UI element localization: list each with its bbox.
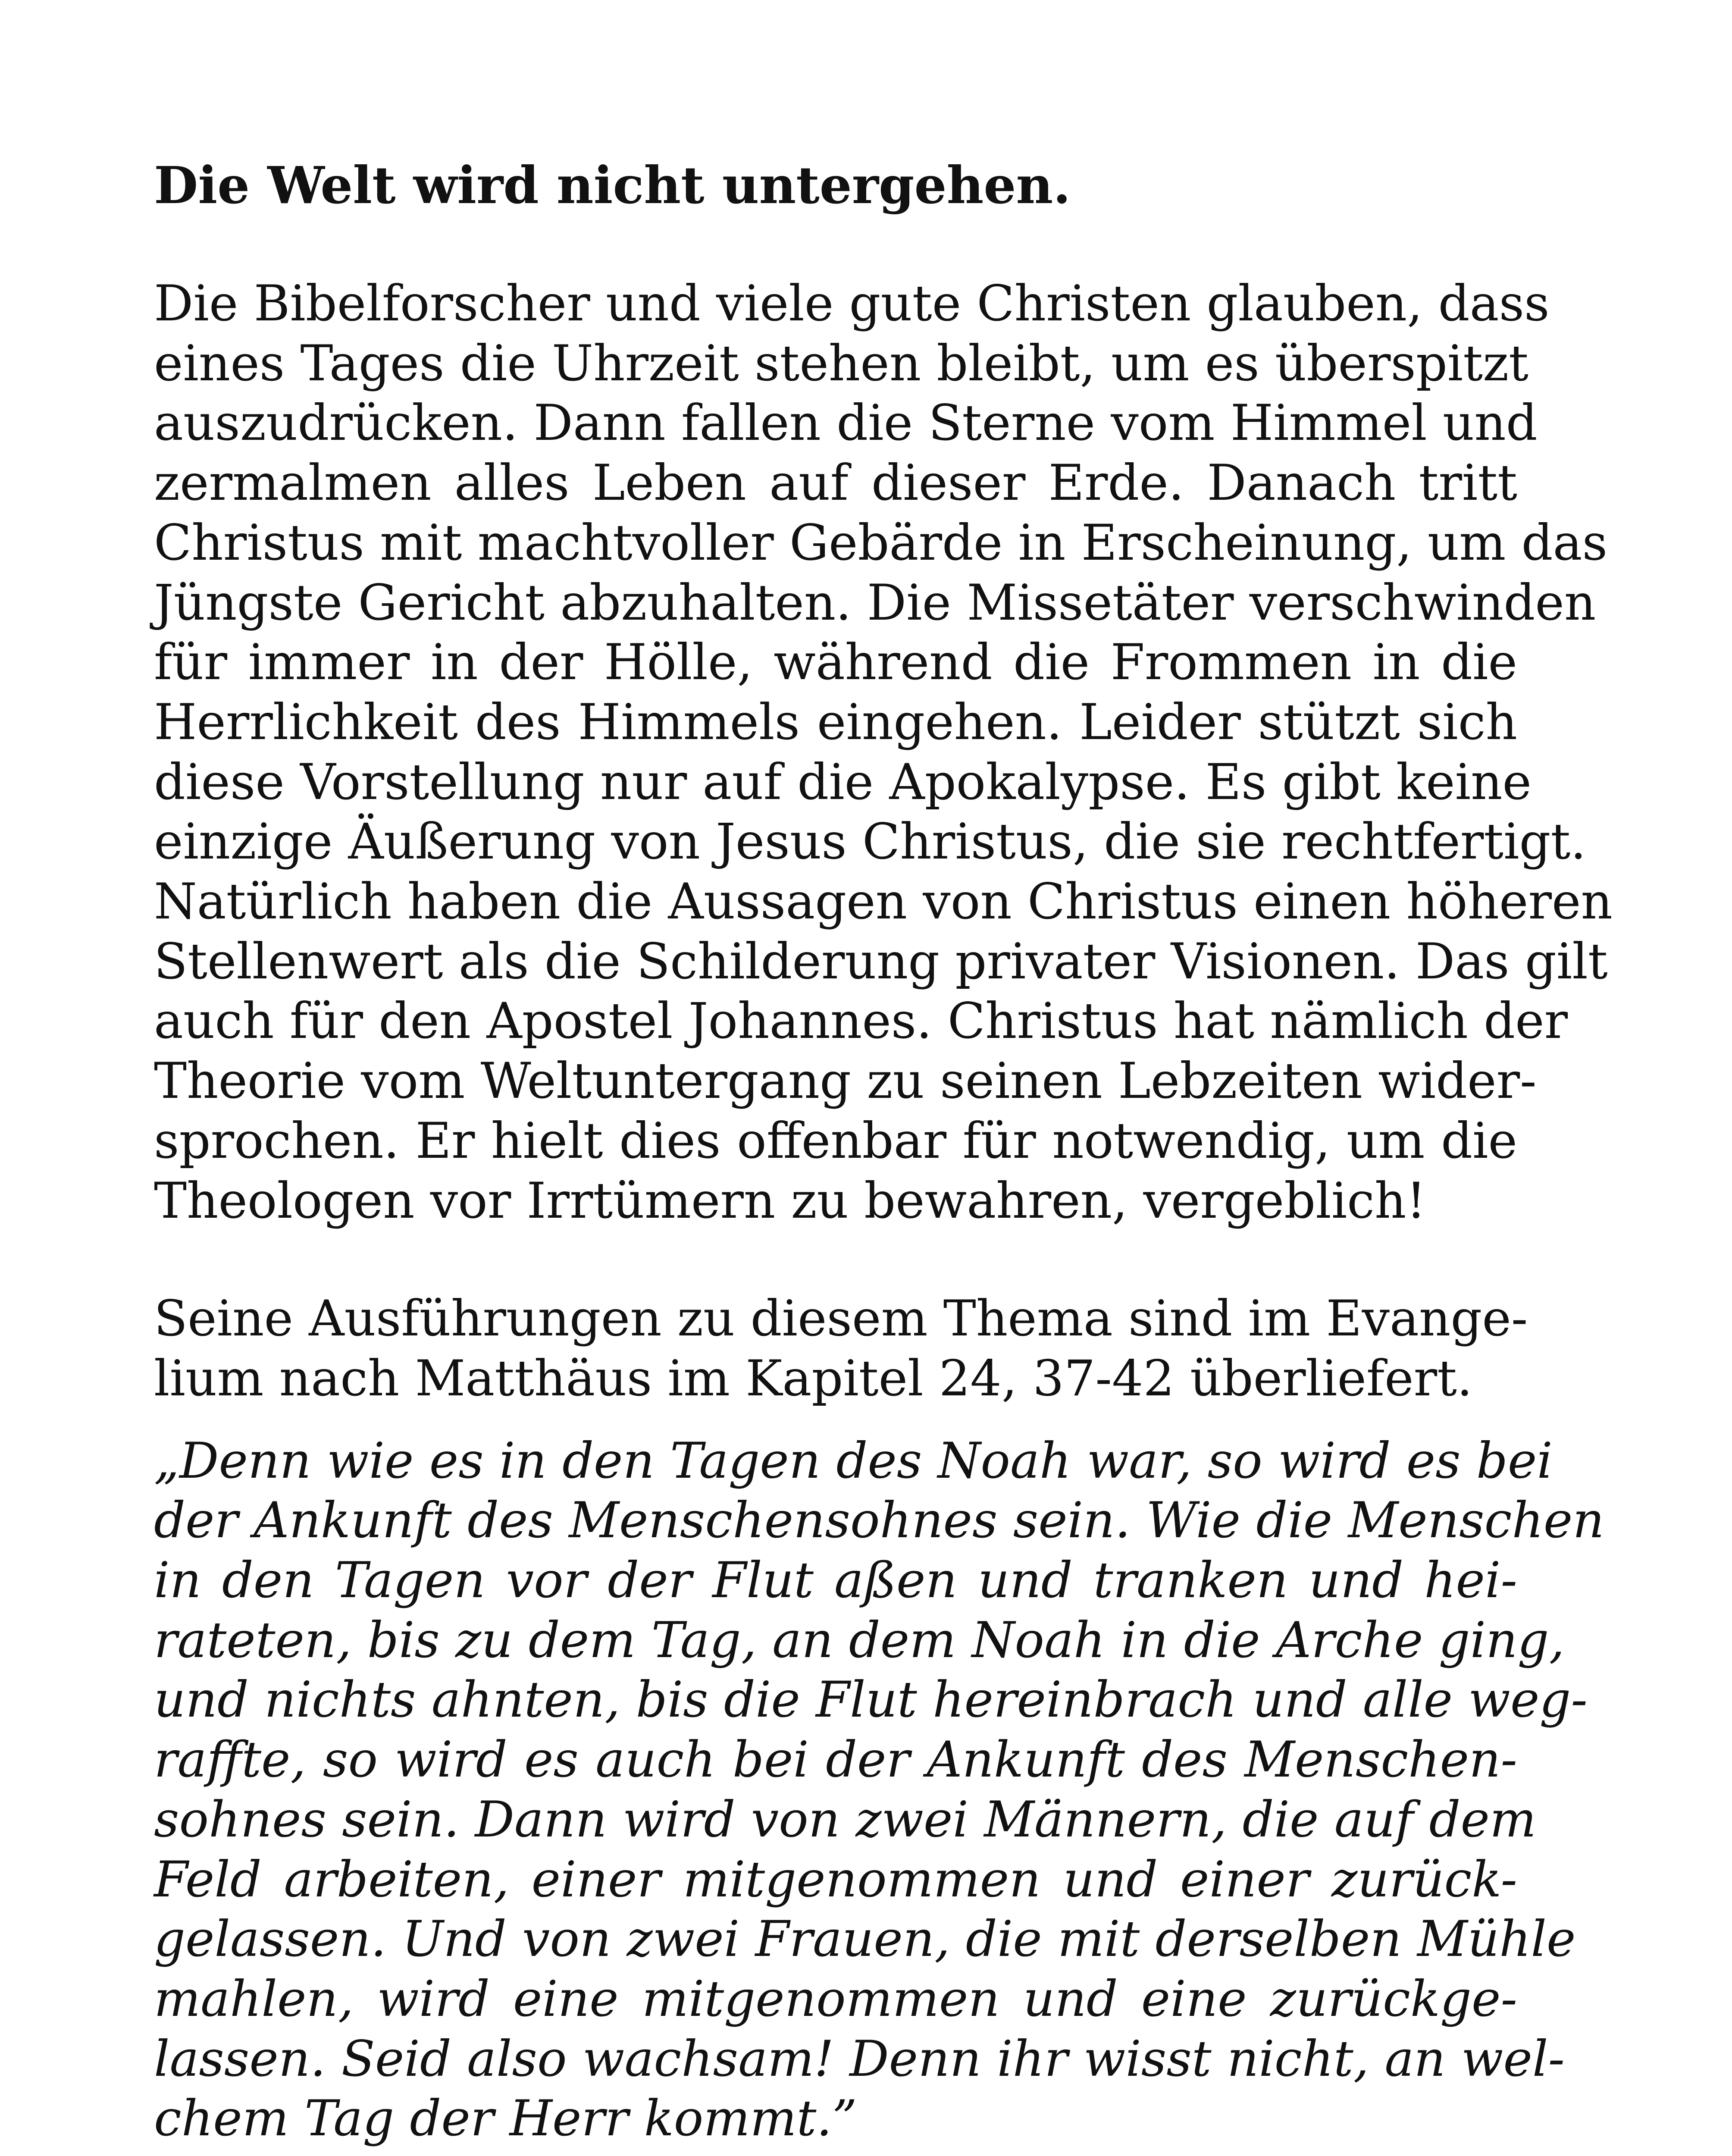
text-line: Herrlichkeit des Himmels eingehen. Leider stützt sich: [154, 693, 1517, 751]
text-line: auch für den Apostel Johannes. Christus hat nämlich der: [154, 992, 1568, 1050]
quote-line: lassen. Seid also wachsam! Denn ihr wisst nicht, an wel-: [154, 2030, 1565, 2087]
text-line: auszudrücken. Dann fallen die Sterne vom Himmel und: [154, 394, 1538, 452]
text-line: eines Tages die Uhrzeit stehen bleibt, um es überspitzt: [154, 334, 1528, 392]
text-line: Seine Ausführungen zu diesem Thema sind im Evange-: [154, 1290, 1528, 1348]
body-paragraph-2: [154, 1289, 1528, 1408]
text-line: sprochen. Er hielt dies offenbar für notwendig, um die: [154, 1112, 1517, 1169]
page-content: [154, 155, 1613, 2149]
text-line: Christus mit machtvoller Gebärde in Erscheinung, um das: [154, 514, 1608, 571]
quote-line: der Ankunft des Menschensohnes sein. Wie die Menschen: [154, 1492, 1604, 1549]
text-line: Stellenwert als die Schilderung privater Visionen. Das gilt: [154, 932, 1608, 990]
quote-line: rateten, bis zu dem Tag, an dem Noah in die Arche ging,: [154, 1611, 1565, 1669]
text-line: für immer in der Hölle, während die Frommen in die: [154, 633, 1517, 691]
text-line: Theorie vom Weltuntergang zu seinen Lebzeiten wider-: [154, 1052, 1537, 1110]
quote-line: „Denn wie es in den Tagen des Noah war, so wird es bei: [154, 1432, 1553, 1489]
paragraph-spacer: [154, 1231, 1517, 1289]
section-heading: Die Welt wird nicht untergehen.: [154, 155, 1071, 215]
quote-line: chem Tag der Herr kommt.”: [154, 2090, 857, 2147]
text-line: diese Vorstellung nur auf die Apokalypse. Es gibt keine: [154, 753, 1532, 811]
quote-line: Feld arbeiten, einer mitgenommen und einer zurück-: [154, 1850, 1517, 1908]
text-line: Theologen vor Irrtümern zu bewahren, vergeblich!: [154, 1172, 1426, 1229]
text-line: zermalmen alles Leben auf dieser Erde. Danach tritt: [154, 454, 1517, 512]
bible-quote: [154, 1431, 1604, 2149]
text-line: lium nach Matthäus im Kapitel 24, 37-42 überliefert.: [154, 1349, 1473, 1407]
quote-line: in den Tagen vor der Flut aßen und tranken und hei-: [154, 1551, 1517, 1609]
body-paragraph-1: [154, 274, 1613, 1231]
quote-line: sohnes sein. Dann wird von zwei Männern, die auf dem: [154, 1790, 1537, 1848]
quote-line: raffte, so wird es auch bei der Ankunft des Menschen-: [154, 1731, 1517, 1789]
text-line: einzige Äußerung von Jesus Christus, die sie rechtfertigt.: [154, 813, 1586, 871]
text-line: Jüngste Gericht abzuhalten. Die Missetäter verschwinden: [154, 573, 1596, 631]
paragraph-spacer: [154, 1409, 1517, 1431]
text-line: Natürlich haben die Aussagen von Christus einen höheren: [154, 873, 1613, 931]
quote-line: und nichts ahnten, bis die Flut hereinbrach und alle weg-: [154, 1671, 1588, 1729]
quote-line: gelassen. Und von zwei Frauen, die mit derselben Mühle: [154, 1910, 1576, 1968]
text-line: Die Bibelforscher und viele gute Christen glauben, dass: [154, 275, 1550, 332]
quote-line: mahlen, wird eine mitgenommen und eine zurückge-: [154, 1970, 1517, 2028]
